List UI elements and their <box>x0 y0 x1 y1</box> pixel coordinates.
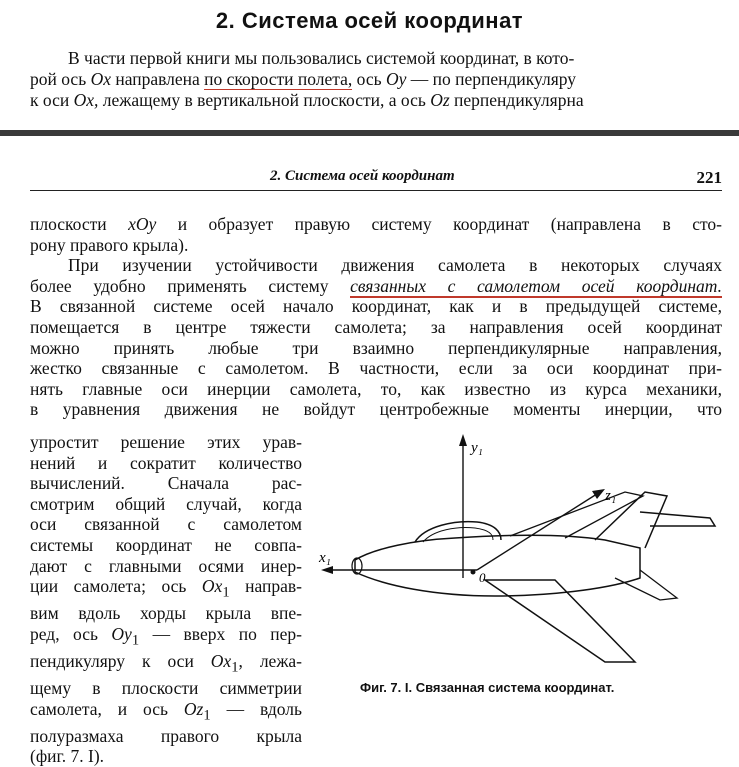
axis-symbol: Ox <box>210 650 232 671</box>
running-head-rule <box>30 190 722 191</box>
text-line: вычислений. Сначала рас- <box>30 473 302 494</box>
axis-subscript: 1 <box>231 659 239 676</box>
axis-symbol: Ox, <box>73 90 99 110</box>
z-axis <box>477 492 600 570</box>
page-number: 221 <box>696 168 722 187</box>
text-line <box>30 576 302 603</box>
text-span: направ- <box>229 576 302 597</box>
x-axis-arrow <box>321 566 333 574</box>
y-axis-label: y₁ <box>471 440 483 456</box>
text-span: пендикуляру к оси <box>30 650 211 671</box>
axis-symbol: Ox <box>90 69 111 89</box>
axis-symbol: Oy <box>111 623 132 644</box>
running-head-title: 2. Система осей координат <box>270 168 455 184</box>
top-paragraph <box>30 48 720 111</box>
axis-subscript: 1 <box>131 632 140 649</box>
text-span: , лежа- <box>238 650 303 671</box>
text-line: При изучении устойчивости движения самолета в некоторых случаях <box>68 255 722 276</box>
text-line: жестко связанные с самолетом. В частности, если за оси координат при- <box>30 358 722 379</box>
text-span: и образует правую систему координат (направлена в сто- <box>156 214 722 234</box>
text-line: вим вдоль хорды крыла впе- <box>30 603 302 624</box>
text-line: в уравнения движения не войдут центробежные моменты инерции, что <box>30 399 722 420</box>
text-span: рой ось <box>30 69 91 89</box>
text-line <box>30 48 720 69</box>
text-line: помещается в центре тяжести самолета; за направления осей координат <box>30 316 722 337</box>
narrow-column <box>30 432 302 767</box>
text-span: перпендикулярна <box>449 90 584 110</box>
lower-tail-shape <box>615 570 677 600</box>
text-line: оси связанной с самолетом <box>30 514 302 535</box>
axis-symbol: Oz <box>430 90 450 110</box>
text-span: направлена <box>110 69 205 89</box>
text-line: нений и сократит количество <box>30 452 302 473</box>
text-line <box>30 214 722 235</box>
text-span: к оси <box>30 90 74 110</box>
text-span: — по перпендикуляру <box>406 69 577 89</box>
text-line <box>30 699 302 726</box>
intake-shape <box>352 558 362 574</box>
plane-symbol: xOy <box>128 214 157 234</box>
text-span: ред, ось <box>30 623 112 644</box>
text-span: лежащему в вертикальной плоскости, а ось <box>98 90 431 110</box>
text-line: щему в плоскости симметрии <box>30 678 302 699</box>
text-span: плоскости <box>30 214 129 234</box>
underlined-phrase: по скорости полета, <box>204 69 353 89</box>
axis-symbol: Oz <box>183 698 204 719</box>
body-paragraph <box>30 214 722 420</box>
text-span: В части первой книги мы пользовались системой координат, в кото- <box>68 48 575 68</box>
origin-label: 0 <box>479 570 486 585</box>
text-span: — вдоль <box>210 698 302 719</box>
x-axis-label: x₁ <box>319 550 331 566</box>
aircraft-axes-figure <box>305 430 735 690</box>
section-title: 2. Система осей координат <box>215 8 524 33</box>
z-axis-label: z₁ <box>605 488 617 504</box>
text-line: системы координат не совпа- <box>30 534 302 555</box>
page-divider <box>0 130 739 136</box>
text-line <box>30 276 722 297</box>
text-line <box>30 90 720 111</box>
text-line: дают с главными осями инер- <box>30 555 302 576</box>
text-line: (фиг. 7. I). <box>30 746 105 767</box>
text-line: смотрим общий случай, когда <box>30 493 302 514</box>
axis-subscript: 1 <box>203 707 211 724</box>
fuselage-shape <box>355 535 640 596</box>
text-span: самолета, и ось <box>30 698 184 719</box>
text-line: В связанной системе осей начало координат, как и в предыдущей системе, <box>30 296 722 317</box>
left-wing-shape <box>510 492 643 538</box>
text-line: упростит решение этих урав- <box>30 432 302 452</box>
axis-symbol: Oy <box>385 69 407 89</box>
z-axis-arrow <box>592 489 605 499</box>
text-line: полуразмаха правого крыла <box>30 725 302 746</box>
text-span: ось <box>352 69 386 89</box>
text-span: более удобно применять систему <box>30 275 351 296</box>
text-span: ции самолета; ось <box>30 576 202 597</box>
text-line: нять главные оси инерции самолета, то, как известно из курса механики, <box>30 378 722 399</box>
figure-caption: Фиг. 7. I. Связанная система координат. <box>360 680 615 695</box>
text-line: можно принять любые три взаимно перпендикулярные направления, <box>30 337 722 358</box>
underlined-phrase: связанных с самолетом осей координат. <box>350 275 722 296</box>
text-line <box>30 69 720 90</box>
axis-subscript: 1 <box>222 584 230 601</box>
origin-point <box>471 570 476 575</box>
y-axis-arrow <box>459 434 467 446</box>
text-line: рону правого крыла). <box>30 234 189 255</box>
text-span: — вверх по пер- <box>139 623 302 644</box>
text-line <box>30 651 302 678</box>
text-line <box>30 624 302 651</box>
axis-symbol: Ox <box>201 576 223 597</box>
tail-plane-shape <box>640 512 715 526</box>
